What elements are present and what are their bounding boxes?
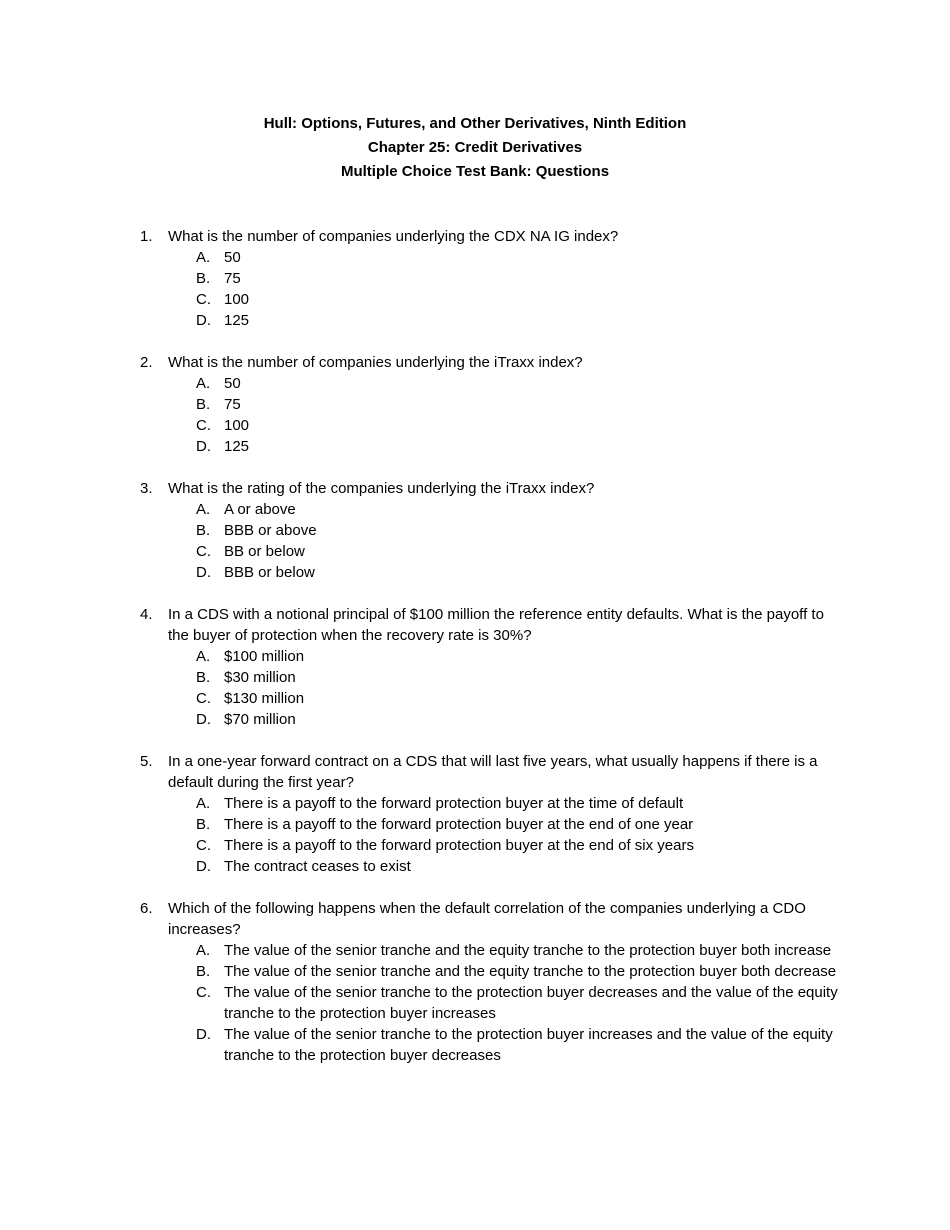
option-letter: D. [196, 858, 211, 875]
option-letter: D. [196, 312, 211, 329]
option-letter: A. [196, 942, 211, 959]
option-text: $130 million [224, 690, 305, 707]
answer-options [168, 793, 840, 877]
answer-option [168, 856, 840, 877]
question-text: What is the rating of the companies underlying the iTraxx index? [168, 480, 595, 497]
answer-option [168, 415, 840, 436]
option-letter: C. [196, 984, 211, 1001]
question-number: 2. [140, 354, 153, 371]
option-text: $70 million [224, 711, 296, 728]
option-letter: C. [196, 690, 211, 707]
answer-option [168, 310, 840, 331]
answer-option [168, 520, 840, 541]
answer-option [168, 646, 840, 667]
option-text: The value of the senior tranche and the equity tranche to the protection buyer both decrease [224, 963, 837, 980]
option-text: BBB or below [224, 564, 315, 581]
option-letter: A. [196, 501, 211, 518]
answer-option [168, 982, 840, 1024]
answer-option [168, 814, 840, 835]
question-item [140, 352, 840, 457]
answer-options [168, 247, 840, 331]
question-item [140, 226, 840, 331]
option-letter: D. [196, 1026, 211, 1043]
option-text: BBB or above [224, 522, 317, 539]
answer-option [168, 373, 840, 394]
option-text: $30 million [224, 669, 296, 686]
answer-option [168, 940, 840, 961]
book-title: Hull: Options, Futures, and Other Derivatives, Ninth Edition [263, 115, 687, 132]
option-letter: A. [196, 375, 211, 392]
option-letter: B. [196, 669, 211, 686]
option-letter: B. [196, 396, 211, 413]
question-text: In a one-year forward contract on a CDS that will last five years, what usually happens if there is a default during the first year? [168, 753, 818, 791]
chapter-title: Chapter 25: Credit Derivatives [367, 139, 583, 156]
option-text: 100 [224, 417, 250, 434]
option-text: 50 [224, 375, 241, 392]
option-letter: A. [196, 795, 211, 812]
answer-options [168, 940, 840, 1066]
question-item [140, 478, 840, 583]
option-letter: D. [196, 438, 211, 455]
question-text: What is the number of companies underlying the CDX NA IG index? [168, 228, 619, 245]
test-bank-title: Multiple Choice Test Bank: Questions [340, 163, 610, 180]
option-letter: B. [196, 270, 211, 287]
option-letter: B. [196, 816, 211, 833]
question-text: In a CDS with a notional principal of $100 million the reference entity defaults. What is the payoff to the buyer of protection when the recovery rate is 30%? [168, 606, 824, 644]
answer-options [168, 646, 840, 730]
option-letter: D. [196, 711, 211, 728]
option-text: 100 [224, 291, 250, 308]
answer-option [168, 1024, 840, 1066]
answer-option [168, 961, 840, 982]
option-text: 75 [224, 270, 241, 287]
option-text: The contract ceases to exist [224, 858, 411, 875]
answer-option [168, 247, 840, 268]
option-letter: D. [196, 564, 211, 581]
answer-option [168, 667, 840, 688]
question-item [140, 751, 840, 877]
option-letter: A. [196, 249, 211, 266]
option-letter: C. [196, 417, 211, 434]
answer-option [168, 499, 840, 520]
answer-option [168, 688, 840, 709]
option-text: 125 [224, 438, 250, 455]
answer-option [168, 436, 840, 457]
option-text: 125 [224, 312, 250, 329]
answer-option [168, 394, 840, 415]
option-letter: B. [196, 963, 211, 980]
option-letter: B. [196, 522, 211, 539]
answer-option [168, 562, 840, 583]
option-text: The value of the senior tranche to the protection buyer decreases and the value of the equity tranche to the protection buyer increases [224, 984, 838, 1022]
question-number: 5. [140, 753, 153, 770]
option-text: The value of the senior tranche and the equity tranche to the protection buyer both increase [224, 942, 832, 959]
question-item [140, 604, 840, 730]
option-letter: C. [196, 543, 211, 560]
question-item [140, 898, 840, 1066]
document-header [0, 112, 950, 184]
option-text: $100 million [224, 648, 305, 665]
answer-options [168, 499, 840, 583]
option-letter: C. [196, 837, 211, 854]
answer-option [168, 289, 840, 310]
answer-options [168, 373, 840, 457]
option-text: 50 [224, 249, 241, 266]
answer-option [168, 709, 840, 730]
option-text: There is a payoff to the forward protection buyer at the end of one year [224, 816, 694, 833]
option-letter: A. [196, 648, 211, 665]
option-text: There is a payoff to the forward protection buyer at the end of six years [224, 837, 694, 854]
question-text: What is the number of companies underlying the iTraxx index? [168, 354, 583, 371]
option-text: BB or below [224, 543, 305, 560]
answer-option [168, 541, 840, 562]
answer-option [168, 268, 840, 289]
answer-option [168, 835, 840, 856]
option-letter: C. [196, 291, 211, 308]
question-number: 1. [140, 228, 153, 245]
question-text: Which of the following happens when the default correlation of the companies underlying a CDO increases? [168, 900, 806, 938]
option-text: The value of the senior tranche to the protection buyer increases and the value of the equity tranche to the protection buyer decreases [224, 1026, 833, 1064]
answer-option [168, 793, 840, 814]
question-list [140, 226, 840, 1087]
option-text: There is a payoff to the forward protection buyer at the time of default [224, 795, 684, 812]
question-number: 4. [140, 606, 153, 623]
question-number: 6. [140, 900, 153, 917]
option-text: 75 [224, 396, 241, 413]
question-number: 3. [140, 480, 153, 497]
option-text: A or above [224, 501, 296, 518]
